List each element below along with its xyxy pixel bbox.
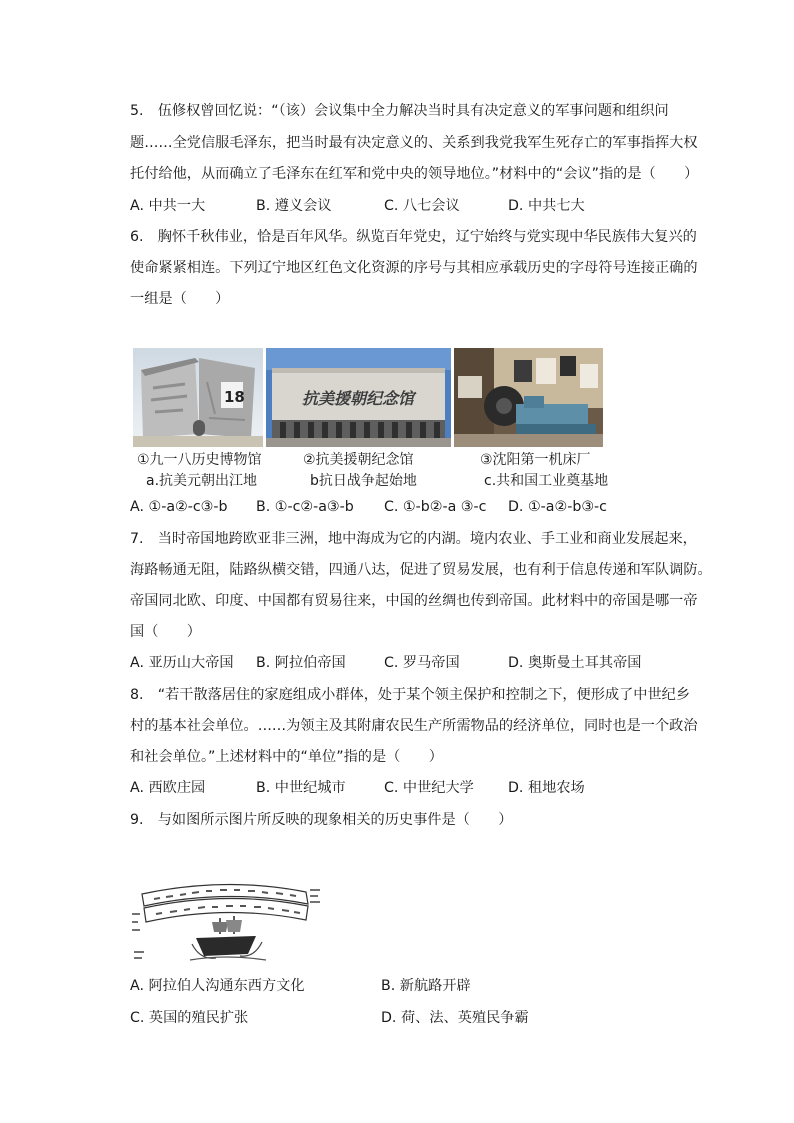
museum-918-image <box>133 348 263 447</box>
q9-option-d: D. 荷、法、英殖民争霸 <box>381 1010 529 1026</box>
q7-option-a: A. 亚历山大帝国 <box>130 655 234 671</box>
q5-line-2: 题……全党信服毛泽东，把当时最有决定意义的、关系到我党我军生死存亡的军事指挥大权 <box>130 135 698 151</box>
trade-route-illustration <box>130 870 325 964</box>
q7-line-4: 国（ ） <box>130 624 201 640</box>
hall-inscription: 抗美援朝纪念馆 <box>301 389 415 408</box>
q7-line-2: 海路畅通无阻，陆路纵横交错，四通八达，促进了贸易发展，也有利于信息传递和军队调防。 <box>130 562 712 578</box>
q7-line-1: 7. 当时帝国地跨欧亚非三洲，地中海成为它的内湖。境内农业、手工业和商业发展起来， <box>130 531 697 547</box>
caption-machine-tool: ③沈阳第一机床厂 <box>480 452 591 468</box>
subcaption-b: b抗日战争起始地 <box>310 473 417 489</box>
q7-option-b: B. 阿拉伯帝国 <box>256 655 346 671</box>
q5-option-b: B. 遵义会议 <box>256 198 332 214</box>
subcaption-c: c.共和国工业奠基地 <box>484 473 609 489</box>
q8-line-3: 和社会单位。”上述材料中的“单位”指的是（ ） <box>130 749 443 765</box>
q7-option-d: D. 奥斯曼土耳其帝国 <box>508 655 642 671</box>
caption-museum-918: ①九一八历史博物馆 <box>137 452 262 468</box>
ship-banner-image <box>130 870 325 964</box>
q7-line-3: 帝国同北欧、印度、中国都有贸易往来，中国的丝绸也传到帝国。此材料中的帝国是哪一帝 <box>130 593 698 609</box>
q8-line-1: 8. “若干散落居住的家庭组成小群体，处于某个领主保护和控制之下，便形成了中世纪乡 <box>130 687 691 703</box>
memorial-hall-photo <box>266 348 451 447</box>
q6-option-c: C. ①-b②-a ③-c <box>384 499 487 515</box>
q9-option-a: A. 阿拉伯人沟通东西方文化 <box>130 978 305 994</box>
q5-option-d: D. 中共七大 <box>508 198 585 214</box>
q5-option-c: C. 八七会议 <box>384 198 460 214</box>
caption-memorial-hall: ②抗美援朝纪念馆 <box>303 452 414 468</box>
q5-line-1: 5. 伍修权曾回忆说：“（该）会议集中全力解决当时具有决定意义的军事问题和组织问 <box>130 103 669 119</box>
q9-option-b: B. 新航路开辟 <box>381 978 471 994</box>
q6-option-b: B. ①-c②-a③-b <box>256 499 354 515</box>
q8-option-a: A. 西欧庄园 <box>130 780 206 796</box>
q5-line-3: 托付给他，从而确立了毛泽东在红军和党中央的领导地位。”材料中的“会议”指的是（ ） <box>130 166 699 182</box>
subcaption-a: a.抗美元朝出江地 <box>146 473 258 489</box>
q9-option-c: C. 英国的殖民扩张 <box>130 1010 249 1026</box>
q5-option-a: A. 中共一大 <box>130 198 206 214</box>
q8-option-c: C. 中世纪大学 <box>384 780 474 796</box>
q8-option-d: D. 租地农场 <box>508 780 585 796</box>
q6-option-d: D. ①-a②-b③-c <box>508 499 607 515</box>
q6-line-3: 一组是（ ） <box>130 291 230 307</box>
q9-line-1: 9. 与如图所示图片所反映的现象相关的历史事件是（ ） <box>130 812 513 828</box>
q8-option-b: B. 中世纪城市 <box>256 780 346 796</box>
q6-option-a: A. ①-a②-c③-b <box>130 499 228 515</box>
museum-918-photo <box>133 348 263 447</box>
monument-number: 18 <box>224 388 245 406</box>
q8-line-2: 村的基本社会单位。……为领主及其附庸农民生产所需物品的经济单位，同时也是一个政治 <box>130 718 698 734</box>
memorial-hall-image <box>266 348 451 447</box>
q6-line-1: 6. 胸怀千秋伟业，恰是百年风华。纵览百年党史，辽宁始终与党实现中华民族伟大复兴的 <box>130 229 697 245</box>
q6-line-2: 使命紧紧相连。下列辽宁地区红色文化资源的序号与其相应承载历史的字母符号连接正确的 <box>130 260 698 276</box>
machine-tool-photo <box>454 348 603 447</box>
machine-tool-image <box>454 348 603 447</box>
q7-option-c: C. 罗马帝国 <box>384 655 460 671</box>
